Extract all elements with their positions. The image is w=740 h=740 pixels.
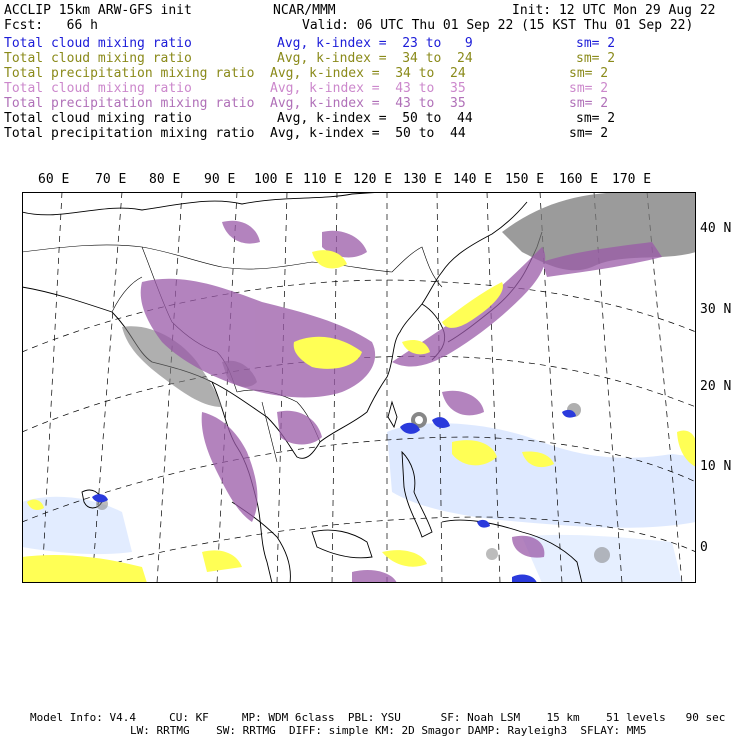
cloud-mixing-ratio-map	[22, 192, 696, 583]
typhoon-eye	[415, 416, 423, 424]
legend-kindex: Avg, k-index = 50 to 44	[277, 111, 473, 126]
longitude-label: 160 E	[559, 172, 599, 187]
longitude-label: 140 E	[453, 172, 493, 187]
model-info-line-2: LW: RRTMG SW: RRTMG DIFF: simple KM: 2D Smagor DAMP: Rayleigh3 SFLAY: MM5	[130, 724, 647, 737]
valid-time: Valid: 06 UTC Thu 01 Sep 22 (15 KST Thu 01 Sep 22)	[302, 18, 694, 33]
forecast-hour: Fcst: 66 h	[4, 18, 98, 33]
legend-smooth: sm= 2	[576, 51, 616, 66]
legend-field: Total precipitation mixing ratio	[4, 96, 255, 111]
latitude-label: 40 N	[700, 221, 732, 236]
run-title: ACCLIP 15km ARW-GFS init	[4, 3, 192, 18]
legend-smooth: sm= 2	[576, 111, 616, 126]
longitude-label: 90 E	[204, 172, 236, 187]
legend-field: Total cloud mixing ratio	[4, 51, 192, 66]
legend-smooth: sm= 2	[569, 66, 609, 81]
legend-smooth: sm= 2	[576, 36, 616, 51]
legend-kindex: Avg, k-index = 23 to 9	[277, 36, 473, 51]
legend-field: Total cloud mixing ratio	[4, 36, 192, 51]
latitude-label: 10 N	[700, 459, 732, 474]
legend-kindex: Avg, k-index = 34 to 24	[277, 51, 473, 66]
longitude-label: 110 E	[303, 172, 343, 187]
legend-smooth: sm= 2	[569, 126, 609, 141]
longitude-label: 80 E	[149, 172, 181, 187]
legend-field: Total cloud mixing ratio	[4, 111, 192, 126]
legend-field: Total precipitation mixing ratio	[4, 126, 255, 141]
legend-field: Total cloud mixing ratio	[4, 81, 192, 96]
longitude-label: 120 E	[353, 172, 393, 187]
longitude-label: 100 E	[254, 172, 294, 187]
legend-kindex: Avg, k-index = 43 to 35	[270, 81, 466, 96]
legend-kindex: Avg, k-index = 34 to 24	[270, 66, 466, 81]
legend-smooth: sm= 2	[569, 96, 609, 111]
init-time: Init: 12 UTC Mon 29 Aug 22	[512, 3, 716, 18]
longitude-label: 130 E	[403, 172, 443, 187]
longitude-label: 60 E	[38, 172, 70, 187]
latitude-label: 20 N	[700, 379, 732, 394]
longitude-label: 170 E	[612, 172, 652, 187]
longitude-label: 150 E	[505, 172, 545, 187]
model-info-line-1: Model Info: V4.4 CU: KF MP: WDM 6class PBL: YSU SF: Noah LSM 15 km 51 levels 90 sec	[30, 711, 726, 724]
longitude-label: 70 E	[95, 172, 127, 187]
legend-kindex: Avg, k-index = 50 to 44	[270, 126, 466, 141]
legend-kindex: Avg, k-index = 43 to 35	[270, 96, 466, 111]
latitude-label: 0	[700, 540, 708, 555]
organization: NCAR/MMM	[273, 3, 336, 18]
legend-field: Total precipitation mixing ratio	[4, 66, 255, 81]
legend-smooth: sm= 2	[569, 81, 609, 96]
latitude-label: 30 N	[700, 302, 732, 317]
